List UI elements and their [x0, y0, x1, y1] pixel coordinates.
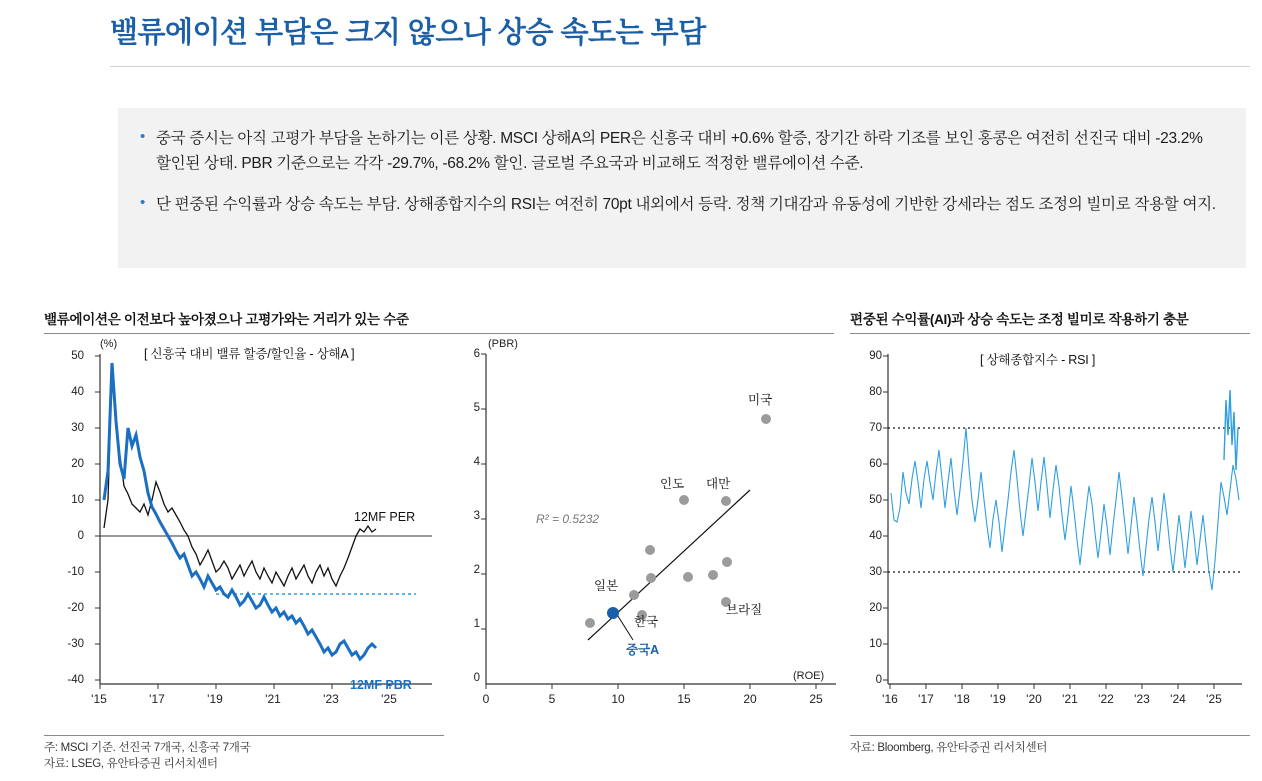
scatter-y-tick-0: 0 [473, 672, 480, 684]
summary-panel [118, 108, 1246, 268]
y-tick-0: 0 [77, 530, 84, 542]
scatter-x-tick-0: 0 [482, 692, 490, 706]
left-chart-y-unit: (%) [100, 338, 118, 350]
rsi-x-tick-23: '23 [1134, 692, 1150, 706]
right-caption-divider [850, 333, 1250, 334]
left-chart-caption: 밸류에이션은 이전보다 높아졌으나 고평가와는 거리가 있는 수준 [44, 312, 409, 327]
x-tick-23: '23 [323, 692, 339, 706]
rsi-line-chart [850, 340, 1250, 715]
scatter-y-unit: (PBR) [488, 338, 518, 350]
scatter-x-tick-20: 20 [743, 692, 757, 706]
rsi-y-tick-60: 60 [869, 458, 882, 470]
right-chart-caption: 편중된 수익률(AI)과 상승 속도는 조정 빌미로 작용하기 충분 [850, 312, 1189, 327]
point-label-japan: 일본 [594, 579, 619, 593]
left-caption-divider [44, 333, 834, 334]
y-tick-20: 20 [71, 458, 84, 470]
x-tick-17: '17 [149, 692, 165, 706]
rsi-y-tick-20: 20 [869, 602, 882, 614]
y-tick-neg30: -30 [67, 638, 84, 650]
summary-bullet-1-text: 중국 증시는 아직 고평가 부담을 논하기는 이른 상황. MSCI 상해A의 PER은 신흥국 대비 +0.6% 할증, 장기간 하락 기조를 보인 홍콩은 여전히 선진국 대비 -23.2% 할인된 상태. PBR 기준으로는 각각 -29.7%, -68.2% 할인. 글로벌 주요국과 비교해도 적정한 밸류에이션 수준. [156, 130, 1203, 172]
rsi-y-tick-80: 80 [869, 386, 882, 398]
left-source-line-2: 자료: LSEG, 유안타증권 리서치센터 [44, 758, 218, 770]
valuation-premium-line-chart [44, 340, 444, 715]
rsi-x-tick-25: '25 [1206, 692, 1222, 706]
summary-bullet-1 [140, 126, 1220, 176]
right-chart-source [850, 735, 1250, 756]
left-source-line-1: 주: MSCI 기준. 선진국 7개국, 신흥국 7개국 [44, 742, 251, 754]
rsi-chart-title: [ 상해종합지수 - RSI ] [980, 353, 1096, 367]
scatter-x-tick-15: 15 [677, 692, 691, 706]
y-tick-10: 10 [71, 494, 84, 506]
x-tick-15: '15 [91, 692, 107, 706]
rsi-y-tick-30: 30 [869, 566, 882, 578]
rsi-x-tick-19: '19 [990, 692, 1006, 706]
title-divider [110, 66, 1250, 67]
y-tick-neg10: -10 [67, 566, 84, 578]
rsi-x-tick-16: '16 [882, 692, 898, 706]
y-tick-50: 50 [71, 350, 84, 362]
y-tick-30: 30 [71, 422, 84, 434]
scatter-y-tick-5: 5 [473, 402, 480, 414]
y-tick-40: 40 [71, 386, 84, 398]
scatter-x-tick-25: 25 [809, 692, 823, 706]
rsi-y-tick-90: 90 [869, 350, 882, 362]
summary-bullet-2-text: 단 편중된 수익률과 상승 속도는 부담. 상해종합지수의 RSI는 여전히 70pt 내외에서 등락. 정책 기대감과 유동성에 기반한 강세라는 점도 조정의 빌미로 작용할 여지. [156, 196, 1216, 213]
bullet-marker-icon: • [140, 194, 146, 211]
rsi-y-tick-10: 10 [869, 638, 882, 650]
scatter-x-tick-10: 10 [611, 692, 625, 706]
rsi-chart-svg [850, 340, 1250, 700]
left-chart-title: [ 신흥국 대비 밸류 할증/할인율 - 상해A ] [144, 347, 355, 361]
rsi-y-tick-0: 0 [875, 674, 882, 686]
x-tick-19: '19 [207, 692, 223, 706]
summary-bullet-2 [140, 192, 1220, 217]
left-source-divider [44, 735, 444, 736]
rsi-x-tick-21: '21 [1062, 692, 1078, 706]
scatter-y-tick-6: 6 [473, 348, 480, 360]
left-chart-section [44, 308, 834, 334]
rsi-x-tick-22: '22 [1098, 692, 1114, 706]
rsi-x-tick-17: '17 [918, 692, 934, 706]
series-label-pbr: 12MF PBR [350, 678, 412, 692]
scatter-y-tick-1: 1 [473, 618, 480, 630]
rsi-x-tick-24: '24 [1170, 692, 1186, 706]
scatter-y-tick-2: 2 [473, 564, 480, 576]
rsi-y-tick-40: 40 [869, 530, 882, 542]
right-chart-section [850, 308, 1250, 334]
scatter-x-unit: (ROE) [793, 670, 825, 682]
point-label-india: 인도 [660, 477, 685, 491]
rsi-y-tick-70: 70 [869, 422, 882, 434]
bullet-marker-icon: • [140, 128, 146, 145]
roe-pbr-scatter-chart [448, 340, 848, 715]
series-label-per: 12MF PER [354, 510, 416, 524]
r-squared-annotation: R² = 0.5232 [536, 512, 600, 526]
scatter-y-tick-4: 4 [473, 456, 480, 468]
y-tick-neg20: -20 [67, 602, 84, 614]
rsi-x-tick-18: '18 [954, 692, 970, 706]
x-tick-21: '21 [265, 692, 281, 706]
point-label-taiwan: 대만 [706, 477, 731, 491]
left-chart-source [44, 735, 444, 772]
rsi-y-tick-50: 50 [869, 494, 882, 506]
x-tick-25: '25 [381, 692, 397, 706]
y-tick-neg40: -40 [67, 674, 84, 686]
point-label-brazil: 브라질 [726, 603, 763, 617]
page-title: 밸류에이션 부담은 크지 않으나 상승 속도는 부담 [110, 17, 706, 49]
right-source-line-1: 자료: Bloomberg, 유안타증권 리서치센터 [850, 742, 1048, 754]
scatter-x-tick-5: 5 [548, 692, 556, 706]
scatter-y-tick-3: 3 [473, 510, 480, 522]
rsi-x-tick-20: '20 [1026, 692, 1042, 706]
point-label-korea: 한국 [634, 615, 659, 629]
point-label-us: 미국 [748, 393, 773, 407]
right-source-divider [850, 735, 1250, 736]
point-label-chinaA: 중국A [626, 643, 660, 657]
